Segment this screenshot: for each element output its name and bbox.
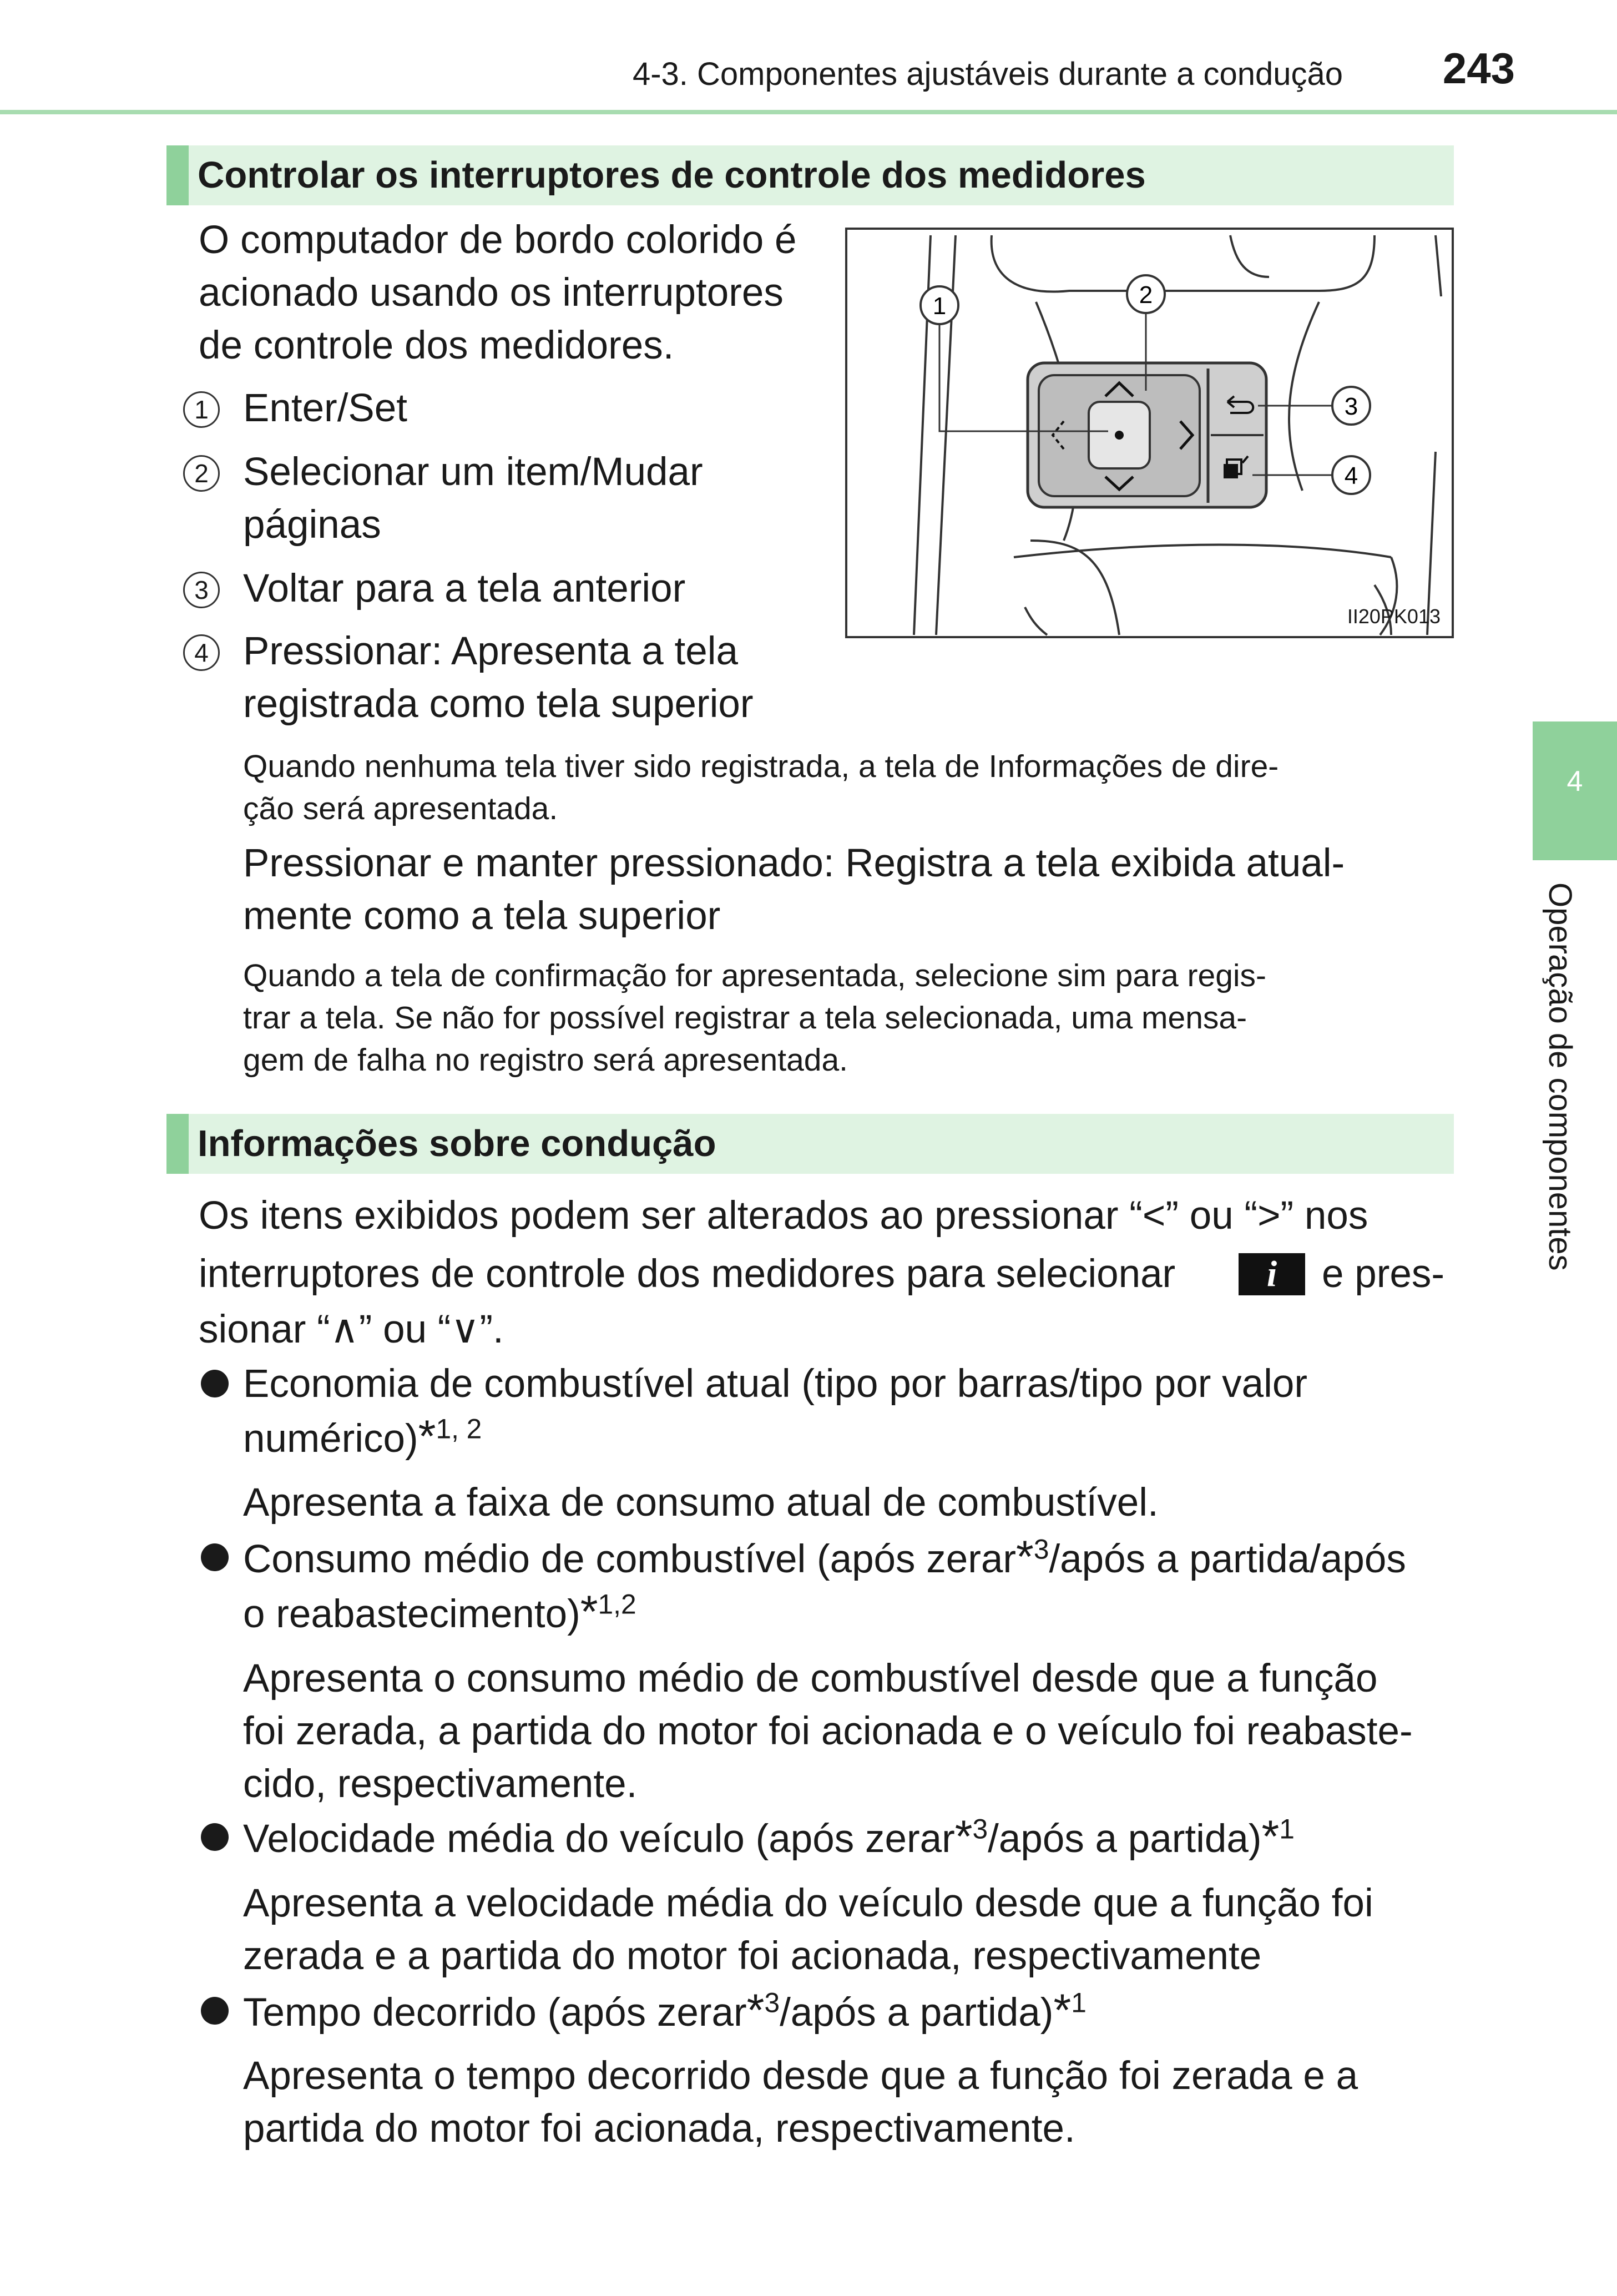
item-4-text [243, 625, 810, 730]
intro-line: sionar “∧” ou “∨”. [199, 1308, 504, 1351]
item-line: Pressionar: Apresenta a tela [243, 629, 738, 673]
desc-line: zerada e a partida do motor foi acionada, respectivamente [243, 1934, 1262, 1978]
intro-line: O computador de bordo colorido é [199, 218, 797, 262]
chapter-tab-label [1539, 882, 1589, 1304]
item-line: páginas [243, 503, 381, 547]
figure-code: II20PK013 [1347, 605, 1441, 628]
figure-callout-3: 3 [1344, 393, 1358, 420]
item-line: registrada como tela superior [243, 682, 754, 726]
bullet-item-average-consumption [243, 1531, 1444, 1641]
item-2-text [243, 446, 810, 551]
note-confirmation [243, 955, 1444, 1081]
bullet-description [243, 1877, 1444, 1982]
bullet-title-line: numérico)*$^{1, 2}$ [243, 1411, 482, 1462]
page-number: 243 [1442, 44, 1515, 93]
intro-text: interruptores de controle dos medidores para selecionar [199, 1252, 1176, 1296]
desc-line: Apresenta a faixa de consumo atual de combustível. [243, 1481, 1159, 1525]
bullet-icon [201, 1997, 229, 2025]
note-line: Quando a tela de confirmação for apresentada, selecione sim para regis- [243, 958, 1267, 993]
bullet-title-line: Consumo médio de combustível (após zerar*$^3$/após a partida/após [243, 1532, 1406, 1582]
bullet-icon [201, 1543, 229, 1571]
bullet-icon [201, 1823, 229, 1851]
intro-line: Os itens exibidos podem ser alterados ao pressionar “<” ou “>” nos [199, 1194, 1368, 1238]
bullet-description [243, 1652, 1444, 1810]
note-line: gem de falha no registro será apresentada. [243, 1042, 848, 1078]
section-heading-bar [166, 1114, 189, 1174]
note-line: Quando nenhuma tela tiver sido registrada, a tela de Informações de dire- [243, 749, 1279, 784]
bullet-item-current-economy [243, 1358, 1444, 1465]
item-line: Selecionar um item/Mudar [243, 450, 703, 494]
desc-line: cido, respectivamente. [243, 1762, 638, 1806]
desc-line: Apresenta a velocidade média do veículo desde que a função foi [243, 1881, 1373, 1925]
item-3-text [243, 562, 810, 615]
intro-line: acionado usando os interruptores [199, 271, 784, 315]
press-hold-line: mente como a tela superior [243, 894, 721, 938]
bullet-item-elapsed-time [243, 1984, 1444, 2039]
bullet-title-line: Velocidade média do veículo (após zerar*$^3$/após a partida)*$^1$ [243, 1811, 1295, 1862]
item-line: Enter/Set [243, 386, 407, 430]
section1-intro [199, 214, 809, 372]
bullet-title-line: o reabastecimento)*$^{1,2}$ [243, 1587, 636, 1637]
press-hold-line: Pressionar e manter pressionado: Registra a tela exibida atual- [243, 841, 1345, 885]
figure-callout-1: 1 [932, 292, 947, 320]
section2-intro [199, 1187, 1444, 1356]
bullet-title-line: Economia de combustível atual (tipo por barras/tipo por valor [243, 1362, 1307, 1406]
bullet-title-line: Tempo decorrido (após zerar*$^3$/após a partida)*$^1$ [243, 1985, 1087, 2036]
section-heading-title: Informações sobre condução [198, 1123, 716, 1164]
desc-line: Apresenta o tempo decorrido desde que a função foi zerada e a [243, 2054, 1358, 2098]
section-heading-driving-info [166, 1114, 1454, 1174]
press-hold-description [243, 837, 1444, 942]
section-heading-bar [166, 145, 189, 205]
bullet-item-average-speed [243, 1810, 1444, 1865]
section-heading-title: Controlar os interruptores de controle dos medidores [198, 154, 1146, 196]
chapter-tab [1533, 721, 1617, 860]
bullet-icon [201, 1370, 229, 1397]
intro-text: e pres- [1322, 1252, 1444, 1296]
steering-switch-figure [845, 228, 1454, 638]
section-heading-meter-switches [166, 145, 1454, 205]
callout-number-4: 4 [183, 634, 220, 671]
running-header-title: 4-3. Componentes ajustáveis durante a condução [632, 56, 1343, 92]
callout-number-1: 1 [183, 391, 220, 428]
chapter-tab-number: 4 [1567, 765, 1583, 798]
figure-callout-4: 4 [1344, 462, 1358, 490]
callout-number-3: 3 [183, 572, 220, 608]
bullet-description [243, 1476, 1444, 1529]
figure-callout-2: 2 [1139, 281, 1153, 309]
steering-wheel-switch-illustration [847, 230, 1452, 636]
intro-line: de controle dos medidores. [199, 324, 674, 367]
header-rule [0, 110, 1617, 114]
callout-number-2: 2 [183, 455, 220, 492]
bullet-description [243, 2050, 1444, 2155]
item-line: Voltar para a tela anterior [243, 567, 686, 610]
note-line: ção será apresentada. [243, 791, 558, 826]
desc-line: partida do motor foi acionada, respectivamente. [243, 2107, 1075, 2151]
note-line: trar a tela. Se não for possível registrar a tela selecionada, uma mensa- [243, 1000, 1247, 1036]
note-no-screen-registered [243, 745, 1444, 830]
item-1-text [243, 382, 810, 435]
desc-line: foi zerada, a partida do motor foi acionada e o veículo foi reabaste- [243, 1709, 1413, 1753]
info-i-icon: i [1239, 1253, 1305, 1295]
intro-line-with-icon [199, 1245, 1444, 1303]
chapter-tab-title: Operação de componentes [1542, 882, 1578, 1271]
desc-line: Apresenta o consumo médio de combustível desde que a função [243, 1657, 1378, 1700]
